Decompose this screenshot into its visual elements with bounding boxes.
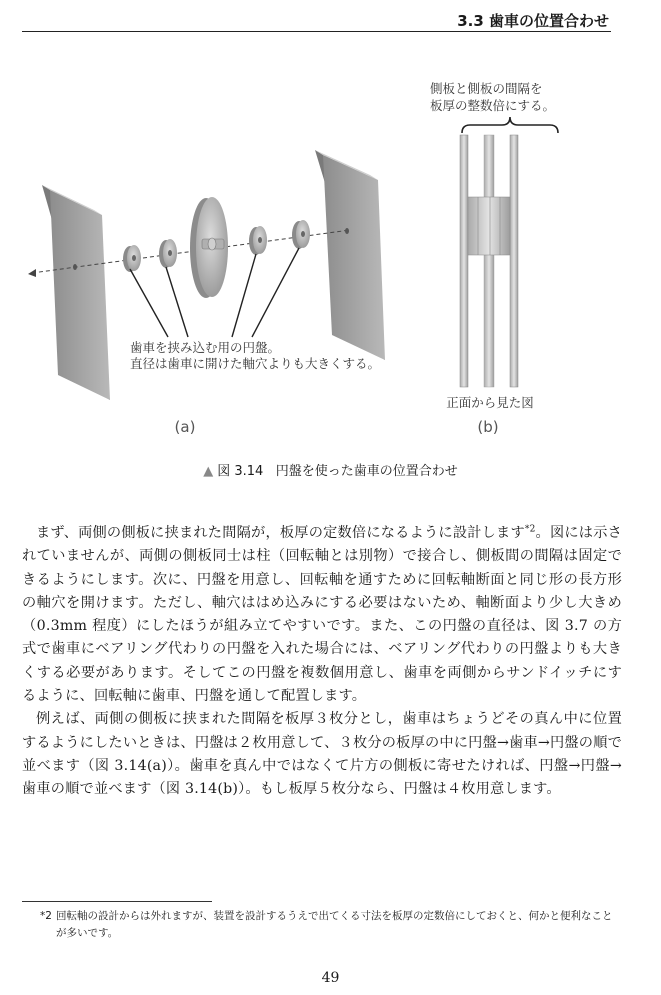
footnote-text: 回転軸の設計からは外れますが、装置を設計するうえで出てくる寸法を板厚の定数倍にしておくと、何かと便利なことが多いです。 (56, 910, 613, 939)
caption-marker: ▲ (203, 464, 214, 479)
figure-illustration (20, 55, 620, 445)
disc-2 (159, 239, 177, 268)
footnote-mark: *2 (40, 910, 52, 922)
section-header: 3.3 歯車の位置合わせ (457, 12, 609, 30)
footnote-ref[interactable]: *2 (524, 524, 536, 535)
spacing-bracket (462, 117, 558, 133)
right-side-plate (315, 150, 385, 360)
paragraph-1 (22, 522, 622, 708)
callout-b-line2: 板厚の整数倍にする。 (430, 98, 556, 113)
paragraph-2: 例えば、両側の側板に挟まれた間隔を板厚３枚分とし，歯車はちょうどその真ん中に位置するようにしたいときは、円盤は２枚用意して、３枚分の板厚の中に円盤→歯車→円盤の順で並べます（図 3.14(a)）。歯車を真ん中ではなくて片方の側板に寄せたければ、円盤→円盤→歯車の順で並べます（図 3.14(b)）。もし板厚５枚分なら、円盤は４枚用意します。 (22, 711, 622, 798)
footnote (40, 908, 618, 942)
callout-a-line2: 直径は歯車に開けた軸穴よりも大きくする。 (130, 356, 381, 371)
header-rule (22, 31, 611, 32)
page-number: 49 (321, 970, 340, 986)
caption-number: 図 3.14 (217, 464, 264, 479)
figure-3-14 (20, 55, 620, 445)
paragraph-1-part-a: まず、両側の側板に挟まれた間隔が，板厚の定数倍になるように設計します (36, 525, 525, 541)
disc-4 (292, 220, 310, 249)
gear (190, 197, 228, 298)
figure-caption (0, 460, 661, 479)
label-b: (b) (477, 418, 499, 436)
label-a: (a) (174, 418, 196, 436)
body-text (22, 522, 622, 802)
left-side-plate (42, 185, 110, 400)
disc-3 (249, 226, 267, 255)
caption-text: 円盤を使った歯車の位置合わせ (275, 464, 458, 479)
disc-1 (123, 245, 141, 272)
paragraph-1-part-b: 。図には示されていませんが、両側の側板同士は柱（回転軸とは別物）で接合し、側板間の間隔は固定できるようにします。次に、円盤を用意し、回転軸を通すために回転軸断面と同じ形の長方形の軸穴を開けます。ただし、軸穴ははめ込みにする必要はないため、軸断面より少し大きめ（0.3mm 程度）にしたほうが組み立てやすいです。また、この円盤の直径は、図 3.7 の方式で歯車にベアリング代わりの円盤を入れた場合には、ベアリング代わりの円盤よりも大きくする必要があります。そしてこの円盤を複数個用意し、歯車を両側からサンドイッチにするように、回転軸に歯車、円盤を通して配置します。 (22, 525, 623, 705)
front-view-label: 正面から見た図 (446, 395, 534, 410)
front-view (460, 135, 518, 387)
footnote-rule (22, 901, 212, 902)
callout-b-line1: 側板と側板の間隔を (430, 81, 543, 96)
callout-a-line1: 歯車を挟み込む用の円盤。 (130, 340, 281, 355)
